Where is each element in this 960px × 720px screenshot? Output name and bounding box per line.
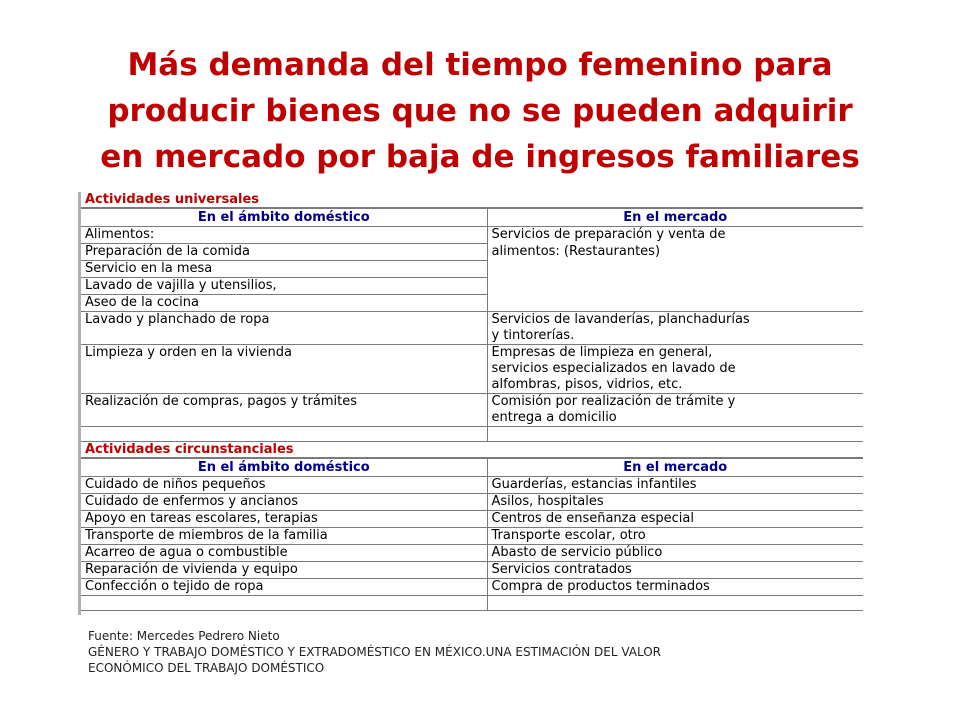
table-cell: Servicios de lavanderías, planchadurías (487, 312, 863, 329)
table-cell (487, 278, 863, 295)
source-line-2: GÉNERO Y TRABAJO DOMÉSTICO Y EXTRADOMÉSTICO EN MÉXICO.UNA ESTIMACIÓN DEL VALOR (88, 645, 662, 659)
table-cell (81, 361, 487, 377)
table-cell: Centros de enseñanza especial (487, 511, 863, 528)
table-cell: Compra de productos terminados (487, 579, 863, 596)
blank-row (81, 596, 487, 611)
table-cell: Lavado y planchado de ropa (85, 312, 270, 327)
table-cell: servicios especializados en lavado de (487, 361, 863, 377)
table-cell: Servicio en la mesa (81, 261, 487, 278)
table-cell: Limpieza y orden en la vivienda (85, 345, 292, 360)
table-cell (487, 295, 863, 312)
table-cell: Lavado de vajilla y utensilios, (81, 278, 487, 295)
title-line-3: en mercado por baja de ingresos familiares (100, 139, 860, 175)
header-domestic: En el ámbito doméstico (81, 458, 487, 477)
table-cell (81, 328, 487, 345)
source-line-3: ECONÓMICO DEL TRABAJO DOMÉSTICO (88, 661, 325, 675)
activities-grid (81, 192, 863, 611)
table-cell (81, 377, 487, 394)
table-cell: Servicios contratados (487, 562, 863, 579)
table-cell: Reparación de vivienda y equipo (81, 562, 487, 579)
table-cell: Abasto de servicio público (487, 545, 863, 562)
table-cell: Cuidado de enfermos y ancianos (81, 494, 487, 511)
table-cell: Asilos, hospitales (487, 494, 863, 511)
table-cell: Realización de compras, pagos y trámites (85, 394, 357, 409)
table-cell: Guarderías, estancias infantiles (487, 477, 863, 494)
table-cell: alimentos: (Restaurantes) (487, 244, 863, 261)
title-line-2: producir bienes que no se pueden adquirir (107, 93, 853, 129)
table-cell: Apoyo en tareas escolares, terapias (81, 511, 487, 528)
header-market: En el mercado (487, 458, 863, 477)
table-cell: Acarreo de agua o combustible (81, 545, 487, 562)
title-line-1: Más demanda del tiempo femenino para (127, 47, 833, 83)
source-line-1: Fuente: Mercedes Pedrero Nieto (88, 629, 280, 643)
blank-row (487, 596, 863, 611)
table-cell: Transporte escolar, otro (487, 528, 863, 545)
table-cell: Servicios de preparación y venta de (487, 227, 863, 244)
blank-row (487, 427, 863, 442)
table-cell: alfombras, pisos, vidrios, etc. (487, 377, 863, 394)
activities-table (78, 192, 863, 615)
slide-title (30, 42, 930, 180)
table-cell: Confección o tejido de ropa (81, 579, 487, 596)
table-cell: Preparación de la comida (81, 244, 487, 261)
header-market: En el mercado (487, 208, 863, 227)
header-domestic: En el ámbito doméstico (81, 208, 487, 227)
section-title-universal: Actividades universales (85, 192, 260, 207)
table-cell (81, 410, 487, 427)
table-cell: y tintorerías. (487, 328, 863, 345)
table-cell: Cuidado de niños pequeños (81, 477, 487, 494)
table-cell: entrega a domicilio (487, 410, 863, 427)
table-cell: Aseo de la cocina (81, 295, 487, 312)
section-title-circumstantial: Actividades circunstanciales (85, 442, 294, 457)
table-cell: Alimentos: (81, 227, 487, 244)
source-citation (88, 628, 888, 676)
table-cell: Empresas de limpieza en general, (487, 345, 863, 362)
table-cell: Transporte de miembros de la familia (81, 528, 487, 545)
table-cell: Comisión por realización de trámite y (487, 394, 863, 411)
blank-row (81, 427, 487, 442)
table-cell (487, 261, 863, 278)
